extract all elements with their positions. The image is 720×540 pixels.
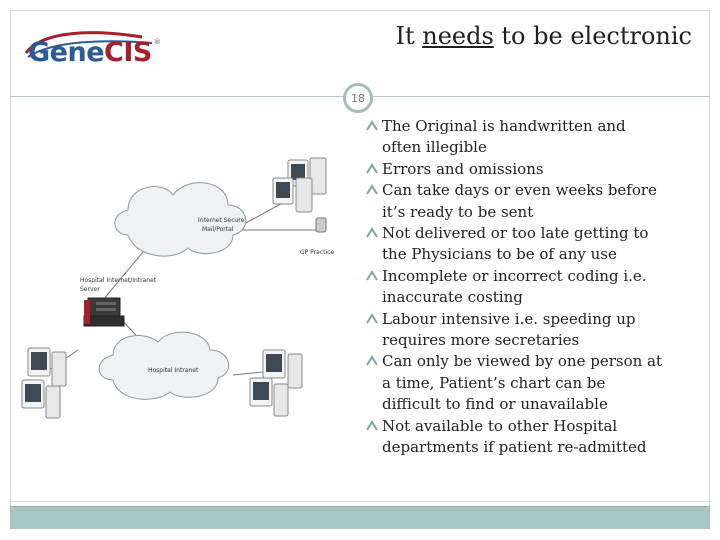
cloud-top-label-2: Mail/Portal xyxy=(202,226,234,233)
list-item: Not delivered or too late getting to the Physicians to be of any use xyxy=(366,223,666,266)
list-item: Can only be viewed by one person at a time, Patient’s chart can be difficult to find or unavailable xyxy=(366,351,666,415)
bullet-icon xyxy=(366,420,378,432)
gp-computers-icon xyxy=(273,158,326,232)
bullet-icon xyxy=(366,227,378,239)
title-emphasis: needs xyxy=(422,22,494,50)
hospital-computers-left-icon xyxy=(22,348,66,418)
cloud-top-label: Internet Secure xyxy=(198,217,245,224)
network-diagram xyxy=(18,140,338,440)
logo-registered-mark: ® xyxy=(153,38,161,46)
bullet-icon xyxy=(366,270,378,282)
list-item: Errors and omissions xyxy=(366,159,666,180)
list-item: The Original is handwritten and often illegible xyxy=(366,116,666,159)
bullet-list xyxy=(366,116,666,459)
logo-wordmark: GeneCIS xyxy=(28,36,152,68)
page-number-badge: 18 xyxy=(343,83,373,113)
footer-bar xyxy=(10,506,710,529)
hospital-computers-right-icon xyxy=(250,350,302,416)
bullet-icon xyxy=(366,163,378,175)
genecis-logo xyxy=(28,35,159,69)
cloud-bottom-label: Hospital Intranet xyxy=(148,367,199,374)
bullet-icon xyxy=(366,355,378,367)
bullet-icon xyxy=(366,184,378,196)
slide-title: It needs to be electronic xyxy=(395,22,692,50)
server-rack-icon xyxy=(84,298,124,326)
gp-practice-label: GP Practice xyxy=(300,249,335,256)
server-label: Hospital Internet/Intranet xyxy=(80,277,157,284)
bullet-icon xyxy=(366,313,378,325)
server-label-2: Server xyxy=(80,286,100,293)
list-item: Can take days or even weeks before it’s ready to be sent xyxy=(366,180,666,223)
list-item: Not available to other Hospital departments if patient re-admitted xyxy=(366,416,666,459)
footer-divider xyxy=(10,501,710,502)
list-item: Incomplete or incorrect coding i.e. inaccurate costing xyxy=(366,266,666,309)
cloud-bottom-icon xyxy=(99,332,229,399)
list-item: Labour intensive i.e. speeding up requires more secretaries xyxy=(366,309,666,352)
bullet-icon xyxy=(366,120,378,132)
